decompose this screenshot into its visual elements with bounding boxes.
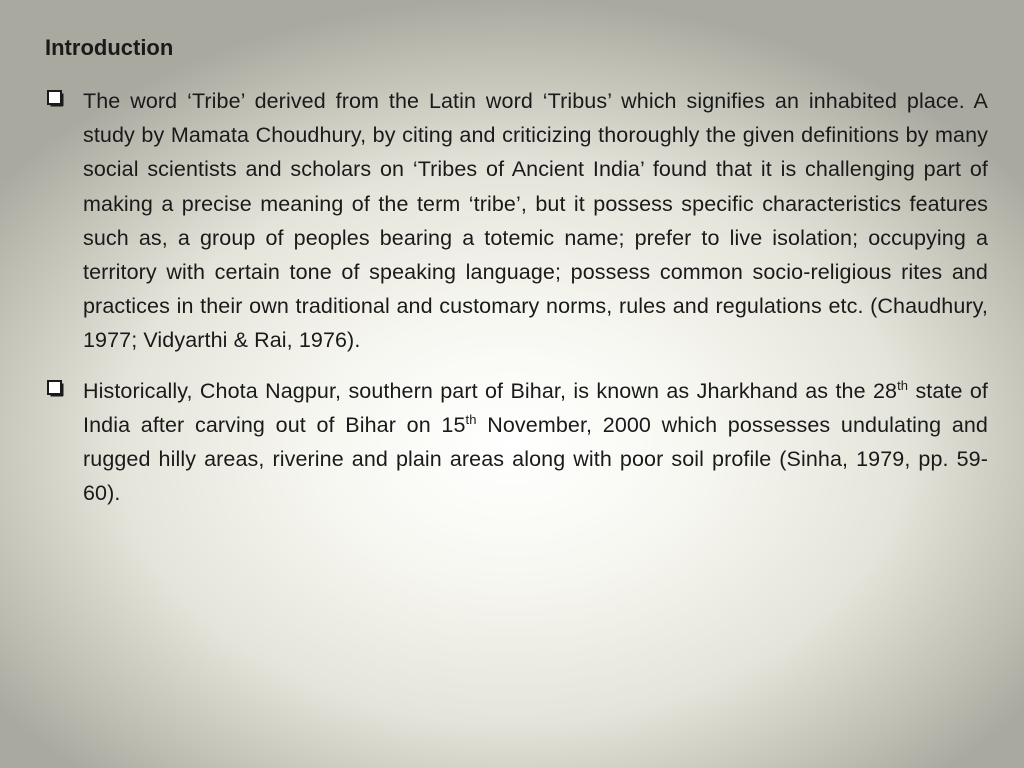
bullet-text-2-part2: state of India after carving out of Bihar on 15 [83,378,989,437]
bullet-text-2-part3: November, 2000 which possesses undulating and rugged hilly areas, riverine and plain areas along with poor soil profile (Sinha, 1979, pp. 59-60). [83,412,988,506]
bullet-text-2 [83,374,988,511]
slide-heading: Introduction [45,35,174,60]
bullet-text-2-part1: Historically, Chota Nagpur, southern part of Bihar, is known as Jharkhand as the 28 [83,378,898,403]
bullet-text-1: The word ‘Tribe’ derived from the Latin word ‘Tribus’ which signifies an inhabited place. A study by Mamata Choudhury, by citing and criticizing thoroughly the given definitions by many social scientists and scholars on ‘Tribes of Ancient India’ found that it is challenging part of making a precise meaning of the term ‘tribe’, but it possess specific characteristics features such as, a group of peoples bearing a totemic name; prefer to live isolation; occupying a territory with certain tone of speaking language; possess common socio-religious rites and practices in their own traditional and customary norms, rules and regulations etc. (Chaudhury, 1977; Vidyarthi & Rai, 1976). [83,89,988,353]
bullet-item-1 [45,84,988,358]
bullet-item-2 [45,374,988,511]
checkbox-bullet-icon [47,380,64,397]
checkbox-bullet-icon [47,90,64,107]
bullet-list [45,84,988,526]
ordinal-suffix-15: th [465,411,477,427]
ordinal-suffix-28: th [897,377,909,393]
